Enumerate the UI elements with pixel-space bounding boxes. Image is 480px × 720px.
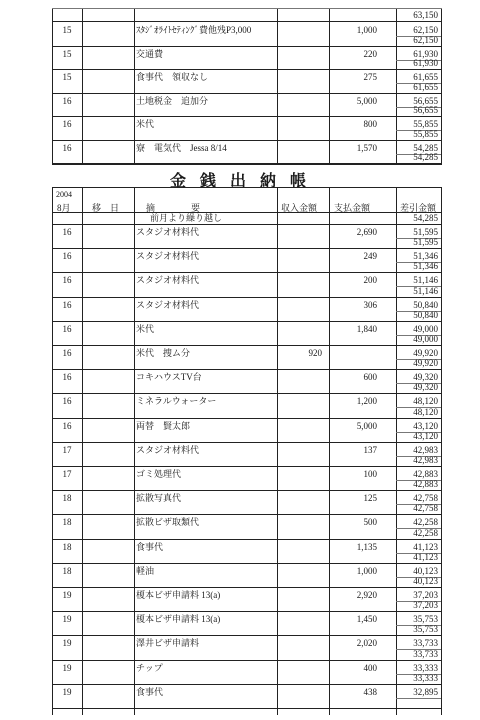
ledger-row-payment: 200 [363,275,377,286]
ledger-row-row-rule [52,660,442,661]
ledger-row-row-rule [52,587,442,588]
ledger-row-row-rule [52,442,442,443]
ledger-row-balance: 49,320 [413,372,438,383]
ledger-row-carry-balance: 42,983 [413,455,438,465]
ledger-row-day: 16 [62,299,72,310]
ledger-row-payment: 306 [363,299,377,310]
top-row-description: 土地税金 追加分 [136,95,209,106]
ledger-row-description: スタジオ材料代 [136,227,200,237]
ledger-row-row-rule [52,321,442,322]
ledger-row-payment: 100 [363,469,377,479]
ledger-row-row-rule [52,490,442,491]
ledger-row-payment: 500 [363,517,377,528]
ledger-row-day: 19 [62,590,72,600]
ledger-row-payment: 400 [363,662,377,673]
top-row-carry-balance: 61,655 [413,81,438,92]
ledger-row-day: 16 [62,323,72,334]
top-row-carry-balance: 56,655 [413,105,438,115]
ledger-row-payment: 600 [363,372,377,383]
ledger-row-description: 米代 [136,323,155,334]
header-balance: 差引金額 [400,203,437,213]
top-row-carry-balance: 62,150 [413,34,438,45]
ledger-row-row-rule [52,466,442,467]
ledger-row-payment: 249 [363,251,377,262]
ledger-row-description: 澤井ビザ申請料 [136,638,200,649]
ledger-row-day: 16 [62,275,72,286]
ledger-row-balance: 33,733 [413,638,438,649]
header-payment: 支払金額 [334,203,371,213]
ledger-row-carry-balance: 48,120 [413,406,438,417]
ledger-row-day: 16 [62,348,72,358]
header-month: 8月 [57,203,71,213]
top-row-day: 16 [62,119,72,129]
top-row-payment: 1,570 [356,142,377,153]
ledger-row-carry-balance: 51,595 [413,237,438,248]
ledger-row-description: チップ [136,662,163,673]
ledger-row-row-rule [52,393,442,394]
ledger-row-balance: 48,120 [413,396,438,407]
ledger-row-row-rule [52,345,442,346]
ledger-row-payment: 2,020 [356,638,377,649]
ledger-row-carry-balance: 42,258 [413,527,438,538]
ledger-row-balance: 49,920 [413,348,438,358]
ledger-row-description: 両替 賢太郎 [136,420,191,431]
ledger-row-day: 18 [62,517,72,528]
ledger-row-balance: 40,123 [413,565,438,576]
ledger-row-carry-balance: 51,346 [413,261,438,272]
top-row-description: 食事代 領収なし [136,72,209,82]
ledger-row-row-rule [52,369,442,370]
top-first-balance: 63,150 [413,10,438,20]
ledger-row-description: スタジオ材料代 [136,299,200,310]
ledger-title: 金銭出納帳 [170,171,321,190]
top-row-row-rule [52,140,442,141]
ledger-row-payment: 438 [363,686,377,697]
top-row-row-rule [52,93,442,94]
ledger-row-description: 食事代 [136,541,164,552]
ledger-row-day: 19 [62,638,72,649]
top-row-day: 15 [62,25,72,35]
ledger-row-day: 19 [62,614,72,625]
ledger-row-payment: 125 [363,493,377,504]
header-year: 2004 [56,190,72,199]
ledger-row-description: スタジオ材料代 [136,251,200,262]
ledger-row-row-rule [52,563,442,564]
ledger-row-row-rule [52,684,442,685]
ledger-row-payment: 2,690 [356,227,377,237]
ledger-row-description: ゴミ処理代 [136,469,182,479]
ledger-row-row-rule [52,635,442,636]
top-row-balance: 56,655 [413,95,438,106]
top-row-payment: 800 [363,119,377,129]
top-row-day: 15 [62,48,72,59]
header-day: 移 日 [92,203,120,213]
header-description: 摘 要 [146,203,201,213]
ledger-row-balance: 42,758 [413,493,438,504]
carried-balance: 54,285 [413,213,438,223]
ledger-row-carry-balance: 51,146 [413,285,438,296]
ledger-row-row-rule [52,514,442,515]
ledger-row-row-rule [52,611,442,612]
ledger-row-balance: 35,753 [413,614,438,625]
ledger-row-balance: 51,346 [413,251,438,262]
ledger-row-description: 米代 捜ム分 [136,348,191,358]
ledger-row-day: 16 [62,396,72,407]
ledger-row-day: 18 [62,541,72,552]
ledger-row-description: 拡散ビザ取類代 [136,517,200,528]
ledger-row-description: 拡散写真代 [136,493,182,504]
ledger-row-carry-balance: 40,123 [413,576,438,586]
top-row-payment: 220 [363,48,377,59]
top-row-balance: 54,285 [413,142,438,153]
ledger-row-balance: 49,000 [413,323,438,334]
top-row-description: ｽﾀｼﾞｵﾗｲﾄｾﾃｨﾝｸﾞ費他残P3,000 [136,25,252,35]
ledger-row-carry-balance: 43,120 [413,430,438,441]
ledger-row-payment: 1,840 [356,323,377,334]
top-row-payment: 275 [363,72,377,82]
ledger-row-payment: 1,000 [356,565,377,576]
ledger-row-carry-balance: 41,123 [413,551,438,562]
ledger-row-day: 16 [62,227,72,237]
ledger-row-day: 16 [62,420,72,431]
ledger-row-carry-balance: 49,000 [413,334,438,344]
top-row-carry-balance: 55,855 [413,128,438,139]
ledger-row-day: 17 [62,469,72,479]
ledger-row-payment: 1,450 [356,614,377,625]
ledger-row-description: 食事代 [136,686,164,697]
ledger-row-balance: 42,983 [413,444,438,455]
ledger-row-balance: 33,333 [413,662,438,673]
top-row-description: 交通費 [136,48,164,59]
top-row-balance: 61,930 [413,48,438,59]
header-income: 収入金額 [281,203,318,213]
ledger-row-description: コキハウスTV台 [136,372,202,383]
ledger-row-carry-balance: 50,840 [413,309,438,320]
top-row-day: 16 [62,95,72,106]
ledger-row-payment: 137 [363,444,377,455]
ledger-row-day: 16 [62,372,72,383]
ledger-row-day: 17 [62,444,72,455]
ledger-row-description: 榎本ビザ申請料 13(a) [136,614,221,625]
top-row-day: 15 [62,72,72,82]
ledger-row-carry-balance: 42,758 [413,503,438,514]
ledger-row-row-rule [52,708,442,709]
ledger-row-income: 920 [308,348,322,358]
ledger-row-row-rule [52,539,442,540]
ledger-row-balance: 37,203 [413,590,438,600]
ledger-row-carry-balance: 49,920 [413,358,438,369]
ledger-row-balance: 50,840 [413,299,438,310]
top-row-row-rule [52,116,442,117]
ledger-row-payment: 1,135 [356,541,377,552]
ledger-row-description: スタジオ材料代 [136,275,200,286]
ledger-row-description: スタジオ材料代 [136,444,200,455]
ledger-row-balance: 42,883 [413,469,438,479]
ledger-row-day: 19 [62,662,72,673]
ledger-row-description: ミネラルウォーター [136,396,217,407]
top-row-description: 米代 [136,119,155,129]
ledger-row-row-rule [52,272,442,273]
ledger-row-balance: 41,123 [413,541,438,552]
top-row-row-rule [52,46,442,47]
top-row-carry-balance: 54,285 [413,152,438,162]
ledger-row-payment: 2,920 [356,590,377,600]
top-row-balance: 55,855 [413,119,438,129]
ledger-row-carry-balance: 37,203 [413,600,438,611]
top-row-balance: 62,150 [413,25,438,35]
ledger-row-carry-balance: 49,320 [413,382,438,393]
ledger-row-row-rule [52,418,442,419]
ledger-row-row-rule [52,297,442,298]
ledger-row-day: 16 [62,251,72,262]
ledger-row-carry-balance: 35,753 [413,624,438,635]
top-row-row-rule [52,69,442,70]
ledger-row-balance: 51,146 [413,275,438,286]
ledger-row-description: 軽油 [136,565,155,576]
top-row-balance: 61,655 [413,72,438,82]
ledger-row-payment: 5,000 [356,420,377,431]
carried-desc: 前月より繰り越し [150,213,223,223]
ledger-row-carry-balance: 42,883 [413,479,438,490]
ledger-row-day: 18 [62,565,72,576]
top-row-day: 16 [62,142,72,153]
ledger-row-day: 19 [62,686,72,697]
top-row-payment: 5,000 [356,95,377,106]
ledger-row-balance: 42,258 [413,517,438,528]
ledger-row-balance: 51,595 [413,227,438,237]
ledger-row-balance-rule [396,698,441,699]
ledger-row-day: 18 [62,493,72,504]
ledger-row-balance: 43,120 [413,420,438,431]
ledger-row-row-rule [52,248,442,249]
top-row-row-rule [52,163,442,164]
ledger-row-payment: 1,200 [356,396,377,407]
ledger-row-carry-balance: 33,333 [413,672,438,683]
ledger-row-description: 榎本ビザ申請料 13(a) [136,590,221,600]
top-row-carry-balance: 61,930 [413,58,438,68]
ledger-row-carry-balance: 33,733 [413,648,438,659]
top-row-payment: 1,000 [356,25,377,35]
ledger-row-balance: 32,895 [413,686,438,697]
top-row-description: 寮 電気代 Jessa 8/14 [136,142,227,153]
